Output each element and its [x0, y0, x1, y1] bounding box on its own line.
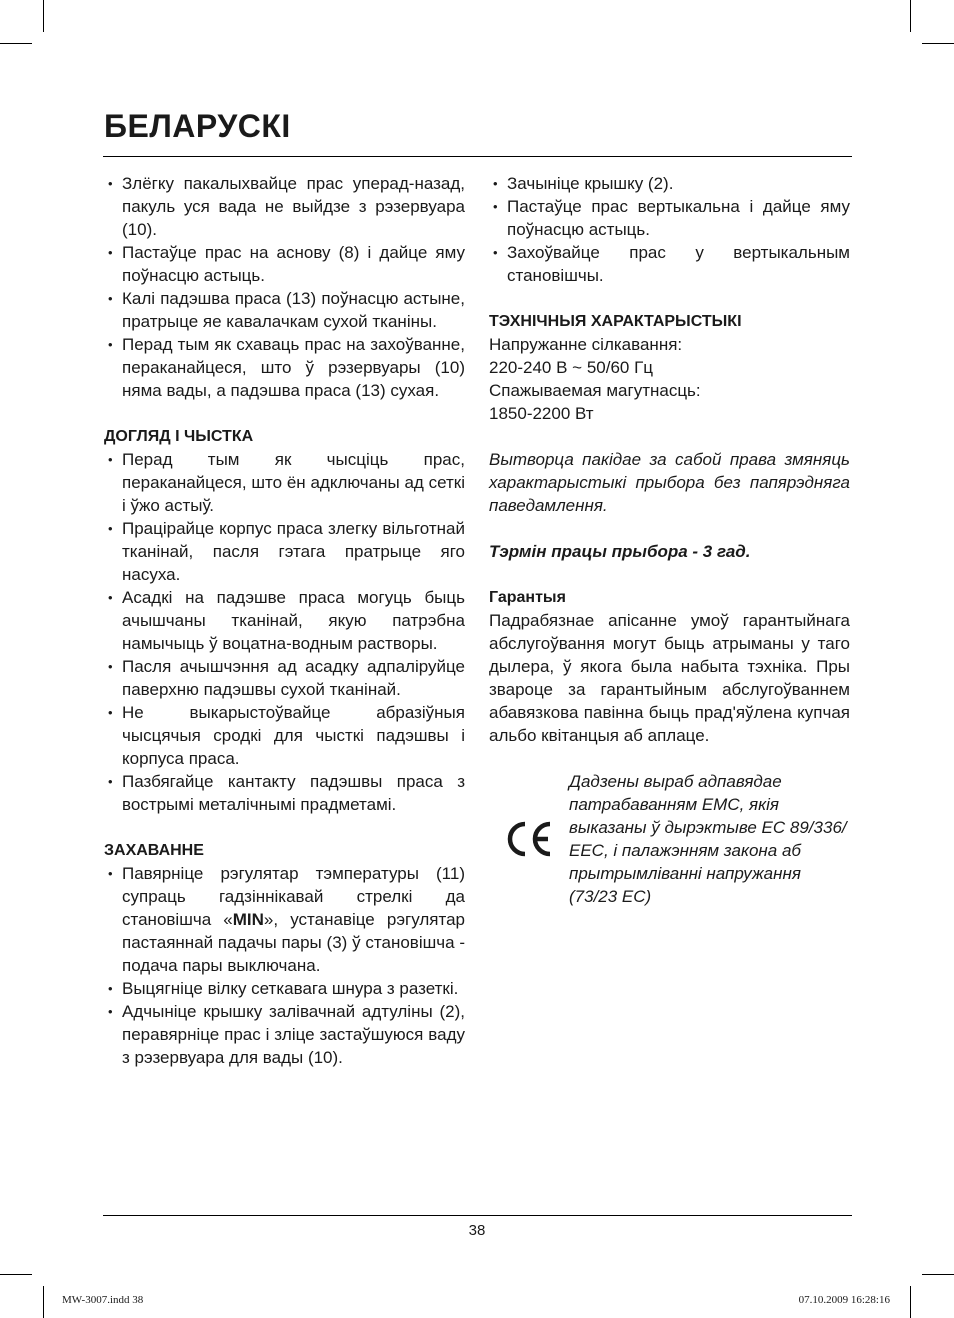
storage-text: », устанавіце рэгулятар пастаяннай падачы пары (3) ў становішча - подача пары выключана. — [122, 910, 465, 975]
storage-text: Павярніце рэгулятар тэмпературы (11) супраць гадзіннікавай стрелкі да становішча « — [122, 864, 465, 929]
crop-mark — [910, 0, 911, 32]
list-item: • Выцягніце вілку сеткавага шнура з разеткі. — [104, 977, 465, 1000]
crop-mark — [922, 1274, 954, 1275]
crop-mark — [922, 43, 954, 44]
list-item: • Пазбягайце кантакту падэшвы праса з вострымі металічнымі прадметамі. — [104, 770, 465, 816]
service-life: Тэрмін працы прыбора - 3 гад. — [489, 542, 751, 561]
list-item: • Злёгку пакалыхвайце прас уперад-назад, пакуль уся вада не выйдзе з рэзервуара (10). — [104, 172, 465, 241]
list-item: • Адчыніце крышку залівачнай адтуліны (2), перавярніце прас і зліце застаўшуюся ваду з рэзервуара для вады (10). — [104, 1000, 465, 1069]
list-item: • Перад тым як чысціць прас, пераканайцеся, што ён адключаны ад сеткі і ўжо астыў. — [104, 448, 465, 517]
care-heading: ДОГЛЯД І ЧЫСТКА — [104, 428, 254, 445]
right-column — [489, 172, 850, 908]
storage-list-continued — [489, 172, 850, 287]
care-list — [104, 448, 465, 816]
list-item: • Пасля ачышчэння ад асадку адпаліруйце паверхню падэшвы сухой тканінай. — [104, 655, 465, 701]
storage-list — [104, 862, 465, 1069]
list-item: • Зачыніце крышку (2). — [489, 172, 850, 195]
ce-compliance-block — [489, 770, 850, 908]
ce-text: Дадзены выраб адпавядае патрабаванням ЕМС, якія выказаны ў дырэктыве ЕС 89/336/ЕЕС, і палажэнням закона аб прытрымліванні напружання (73/23 ЕС) — [569, 772, 847, 906]
min-label: MIN — [232, 910, 264, 929]
list-item: • Працірайце корпус праса злегку вільготнай тканінай, пасля гэтага пратрыце яго насуха. — [104, 517, 465, 586]
manufacturer-note: Вытворца пакідае за сабой права змяняць характарыстыкі прыбора без папярэдняга паведамлення. — [489, 450, 850, 515]
spec-line: 1850-2200 Вт — [489, 404, 594, 423]
list-item: • Захоўвайце прас у вертыкальным становішчы. — [489, 241, 850, 287]
list-item: • Пастаўце прас вертыкальна і дайце яму поўнасцю астыць. — [489, 195, 850, 241]
ce-mark-icon — [489, 821, 569, 857]
list-item: • Пастаўце прас на аснову (8) і дайце яму поўнасцю астыць. — [104, 241, 465, 287]
slug-file-info: MW-3007.indd 38 — [62, 1294, 144, 1306]
spec-heading: ТЭХНІЧНЫЯ ХАРАКТАРЫСТЫКІ — [489, 313, 742, 330]
bottom-rule — [103, 1215, 852, 1216]
crop-mark — [0, 1274, 32, 1275]
top-rule — [103, 156, 852, 157]
list-item — [104, 862, 465, 977]
left-column — [104, 172, 465, 1069]
warranty-heading: Гарантыя — [489, 589, 566, 606]
slug-timestamp: 07.10.2009 16:28:16 — [798, 1294, 890, 1306]
spec-line: Спажываемая магутнасць: — [489, 381, 701, 400]
storage-heading: ЗАХАВАННЕ — [104, 842, 204, 859]
intro-list — [104, 172, 465, 402]
list-item: • Асадкі на падэшве праса могуць быць ачышчаны тканінай, якую патрэбна намычыць ў воцатна-водным растворы. — [104, 586, 465, 655]
warranty-text: Падрабязнае апісанне умоў гарантыйнага абслугоўвання могут быць атрыманы у таго дылера, ў якога была набыта тэхніка. Пры звароце за гарантыйным абслугоўваннем абавязкова павінна быць прад'яўлена купчая альбо квітанцыя аб аплаце. — [489, 611, 850, 745]
crop-mark — [43, 0, 44, 32]
page-number: 38 — [468, 1222, 486, 1239]
list-item: • Перад тым як схаваць прас на захоўванне, пераканайцеся, што ў рэзервуары (10) няма вады, а падэшва праса (13) сухая. — [104, 333, 465, 402]
list-item: • Калі падэшва праса (13) поўнасцю астыне, пратрыце яе кавалачкам сухой тканіны. — [104, 287, 465, 333]
spec-line: 220-240 В ~ 50/60 Гц — [489, 358, 654, 377]
crop-mark — [0, 43, 32, 44]
list-item: • Не выкарыстоўвайце абразіўныя чысцячыя сродкі для чысткі падэшвы і корпуса праса. — [104, 701, 465, 770]
spec-line: Напружанне сілкавання: — [489, 335, 683, 354]
crop-mark — [43, 1286, 44, 1318]
page-title: БЕЛАРУСКІ — [104, 108, 291, 144]
crop-mark — [910, 1286, 911, 1318]
